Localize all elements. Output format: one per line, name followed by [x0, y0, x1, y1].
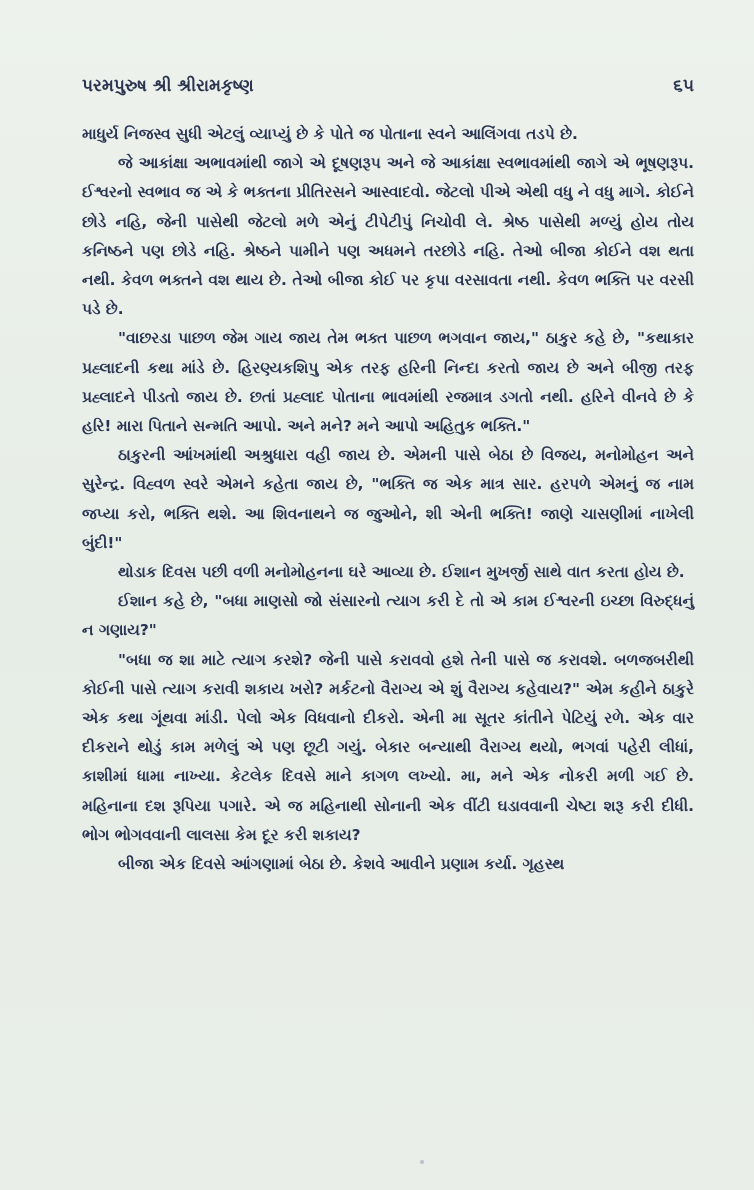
paragraph: બીજા એક દિવસે આંગણામાં બેઠા છે. કેશવે આવીને પ્રણામ કર્યા. ગૃહસ્થ	[118, 855, 565, 874]
paragraph: "બધા જ શા માટે ત્યાગ કરશે? જેની પાસે કરાવવો હશે તેની પાસે જ કરાવશે. બળજબરીથી કોઈની પાસે ત્યાગ કરાવી શકાય ખરો? મર્કટનો વૈરાગ્ય એ શું વૈરાગ્ય કહેવાય?" એમ કહીને ઠાકુરે એક કથા ગૂંથવા માંડી. પેલો એક વિધવાનો દીકરો. એની મા સૂતર કાંતીને પેટિયું રળે. એક વાર દીકરાને થોડું કામ મળેલું એ પણ છૂટી ગયું. બેકાર બન્યાથી વૈરાગ્ય થયો, ભગવાં પહેરી લીધાં, કાશીમાં ધામા નાખ્યા. કેટલેક દિવસે માને કાગળ લખ્યો. મા, મને એક નોકરી મળી ગઈ છે. મહિનાના દશ રૂપિયા પગારે. એ જ મહિનાથી સોનાની એક વીંટી ઘડાવવાની ચેષ્ટા શરૂ કરી દીધી. ભોગ ભોગવવાની લાલસા કેમ દૂર કરી શકાય?	[82, 650, 694, 844]
page-number: ૬૫	[673, 76, 694, 96]
running-header	[82, 76, 694, 104]
paragraph: ઠાકુરની આંખમાંથી અશ્રુધારા વહી જાય છે. એમની પાસે બેઠા છે વિજય, મનોમોહન અને સુરેન્દ્ર. વિહ્વળ સ્વરે એમને કહેતા જાય છે, "ભક્તિ જ એક માત્ર સાર. હરપળે એમનું જ નામ જપ્યા કરો, ભક્તિ થશે. આ શિવનાથને જ જુઓને, શી એની ભક્તિ! જાણે ચાસણીમાં નાખેલી બુંદી!"	[82, 446, 694, 552]
paragraph: થોડાક દિવસ પછી વળી મનોમોહનના ઘરે આવ્યા છે. ઈશાન મુખર્જી સાથે વાત કરતા હોય છે.	[118, 563, 685, 582]
paragraph: ઈશાન કહે છે, "બધા માણસો જો સંસારનો ત્યાગ કરી દે તો એ કામ ઈશ્વરની ઇચ્છા વિરુદ્ધનું ન ગણાય?"	[82, 592, 694, 640]
body-text	[82, 120, 694, 879]
paragraph: "વાછરડા પાછળ જેમ ગાય જાય તેમ ભક્ત પાછળ ભગવાન જાય," ઠાકુર કહે છે, "કથાકાર પ્રહ્લાદની કથા માંડે છે. હિરણ્યકશિપુ એક તરફ હરિની નિન્દા કરતો જાય છે અને બીજી તરફ પ્રહ્લાદને પીડતો જાય છે. છતાં પ્રહ્લાદ પોતાના ભાવમાંથી રજમાત્ર ડગતો નથી. હરિને વીનવે છે કે હરિ! મારા પિતાને સન્મતિ આપો. અને મને? મને આપો અહિતુક ભક્તિ."	[82, 329, 694, 436]
paragraph: માધુર્ય નિજસ્વ સુધી એટલું વ્યાપ્યું છે કે પોતે જ પોતાના સ્વને આલિંગવા તડપે છે.	[82, 125, 578, 143]
book-title: પરમપુરુષ શ્રી શ્રીરામકૃષ્ણ	[82, 76, 254, 96]
paragraph: જે આકાંક્ષા અભાવમાંથી જાગે એ દૂષણરૂપ અને જે આકાંક્ષા સ્વભાવમાંથી જાગે એ ભૂષણરૂપ. ઈશ્વરનો સ્વભાવ જ એ કે ભક્તના પ્રીતિરસને આસ્વાદવો. જેટલો પીએ એથી વધુ ને વધુ માગે. કોઈને છોડે નહિ, જેની પાસેથી જેટલો મળે એનું ટીપેટીપું નિચોવી લે. શ્રેષ્ઠ પાસેથી મળ્યું હોય તોય કનિષ્ઠને પણ છોડે નહિ. શ્રેષ્ઠને પામીને પણ અધમને તરછોડે નહિ. તેઓ બીજા કોઈને વશ થતા નથી. કેવળ ભક્તને વશ થાય છે. તેઓ બીજા કોઈ પર કૃપા વરસાવતા નથી. કેવળ ભક્તિ પર વરસી પડે છે.	[82, 154, 694, 319]
paper-speck	[420, 1160, 424, 1164]
